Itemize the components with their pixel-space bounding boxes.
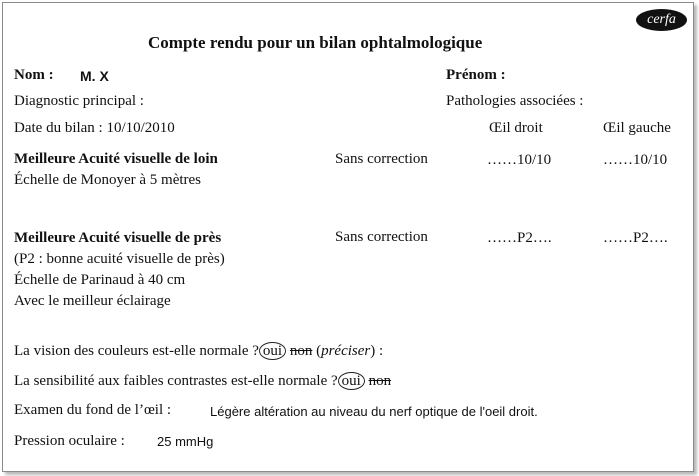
far-vision-scale: Échelle de Monoyer à 5 mètres xyxy=(14,172,202,188)
near-vision-title: Meilleure Acuité visuelle de près xyxy=(14,230,222,246)
far-vision-correction: Sans correction xyxy=(335,151,428,167)
color-vision-precise-open: ( xyxy=(316,343,322,359)
prenom-label: Prénom : xyxy=(446,67,506,83)
near-vision-note: (P2 : bonne acuité visuelle de près) xyxy=(14,251,225,267)
near-vision-correction: Sans correction xyxy=(335,229,428,245)
color-vision-yes-circled: oui xyxy=(259,342,286,360)
left-eye-header: Œil gauche xyxy=(603,120,671,136)
color-vision-row xyxy=(14,343,383,360)
far-vision-title: Meilleure Acuité visuelle de loin xyxy=(14,151,218,167)
far-vision-left-eye: ……10/10 xyxy=(603,152,668,168)
near-vision-left-eye: ……P2…. xyxy=(603,230,668,246)
contrast-question: La sensibilité aux faibles contrastes est-elle normale ? xyxy=(14,373,338,389)
near-vision-right-eye: ……P2…. xyxy=(487,230,552,246)
right-eye-header: Œil droit xyxy=(489,120,543,136)
pressure-label: Pression oculaire : xyxy=(14,433,125,449)
nom-label: Nom : xyxy=(14,67,54,83)
pressure-value: 25 mmHg xyxy=(157,434,214,449)
diagnostic-label: Diagnostic principal : xyxy=(14,93,144,109)
document-title: Compte rendu pour un bilan ophtalmologique xyxy=(148,33,483,52)
pathologies-label: Pathologies associées : xyxy=(446,93,584,109)
contrast-yes-circled: oui xyxy=(338,372,365,390)
contrast-row xyxy=(14,373,391,390)
color-vision-no-struck: non xyxy=(289,343,313,359)
fundus-value: Légère altération au niveau du nerf optique de l'oeil droit. xyxy=(210,404,538,419)
fundus-label: Examen du fond de l’œil : xyxy=(14,402,172,418)
far-vision-right-eye: ……10/10 xyxy=(487,152,552,168)
nom-value: M. X xyxy=(80,68,109,84)
contrast-no-struck: non xyxy=(368,373,392,389)
near-vision-lighting: Avec le meilleur éclairage xyxy=(14,293,171,309)
cerfa-logo: cerfa xyxy=(636,9,687,31)
color-vision-question: La vision des couleurs est-elle normale ? xyxy=(14,343,259,359)
date-label: Date du bilan : 10/10/2010 xyxy=(14,120,175,136)
color-vision-precise: préciser xyxy=(321,343,371,359)
color-vision-precise-close: ) : xyxy=(370,343,384,359)
near-vision-scale: Échelle de Parinaud à 40 cm xyxy=(14,272,186,288)
